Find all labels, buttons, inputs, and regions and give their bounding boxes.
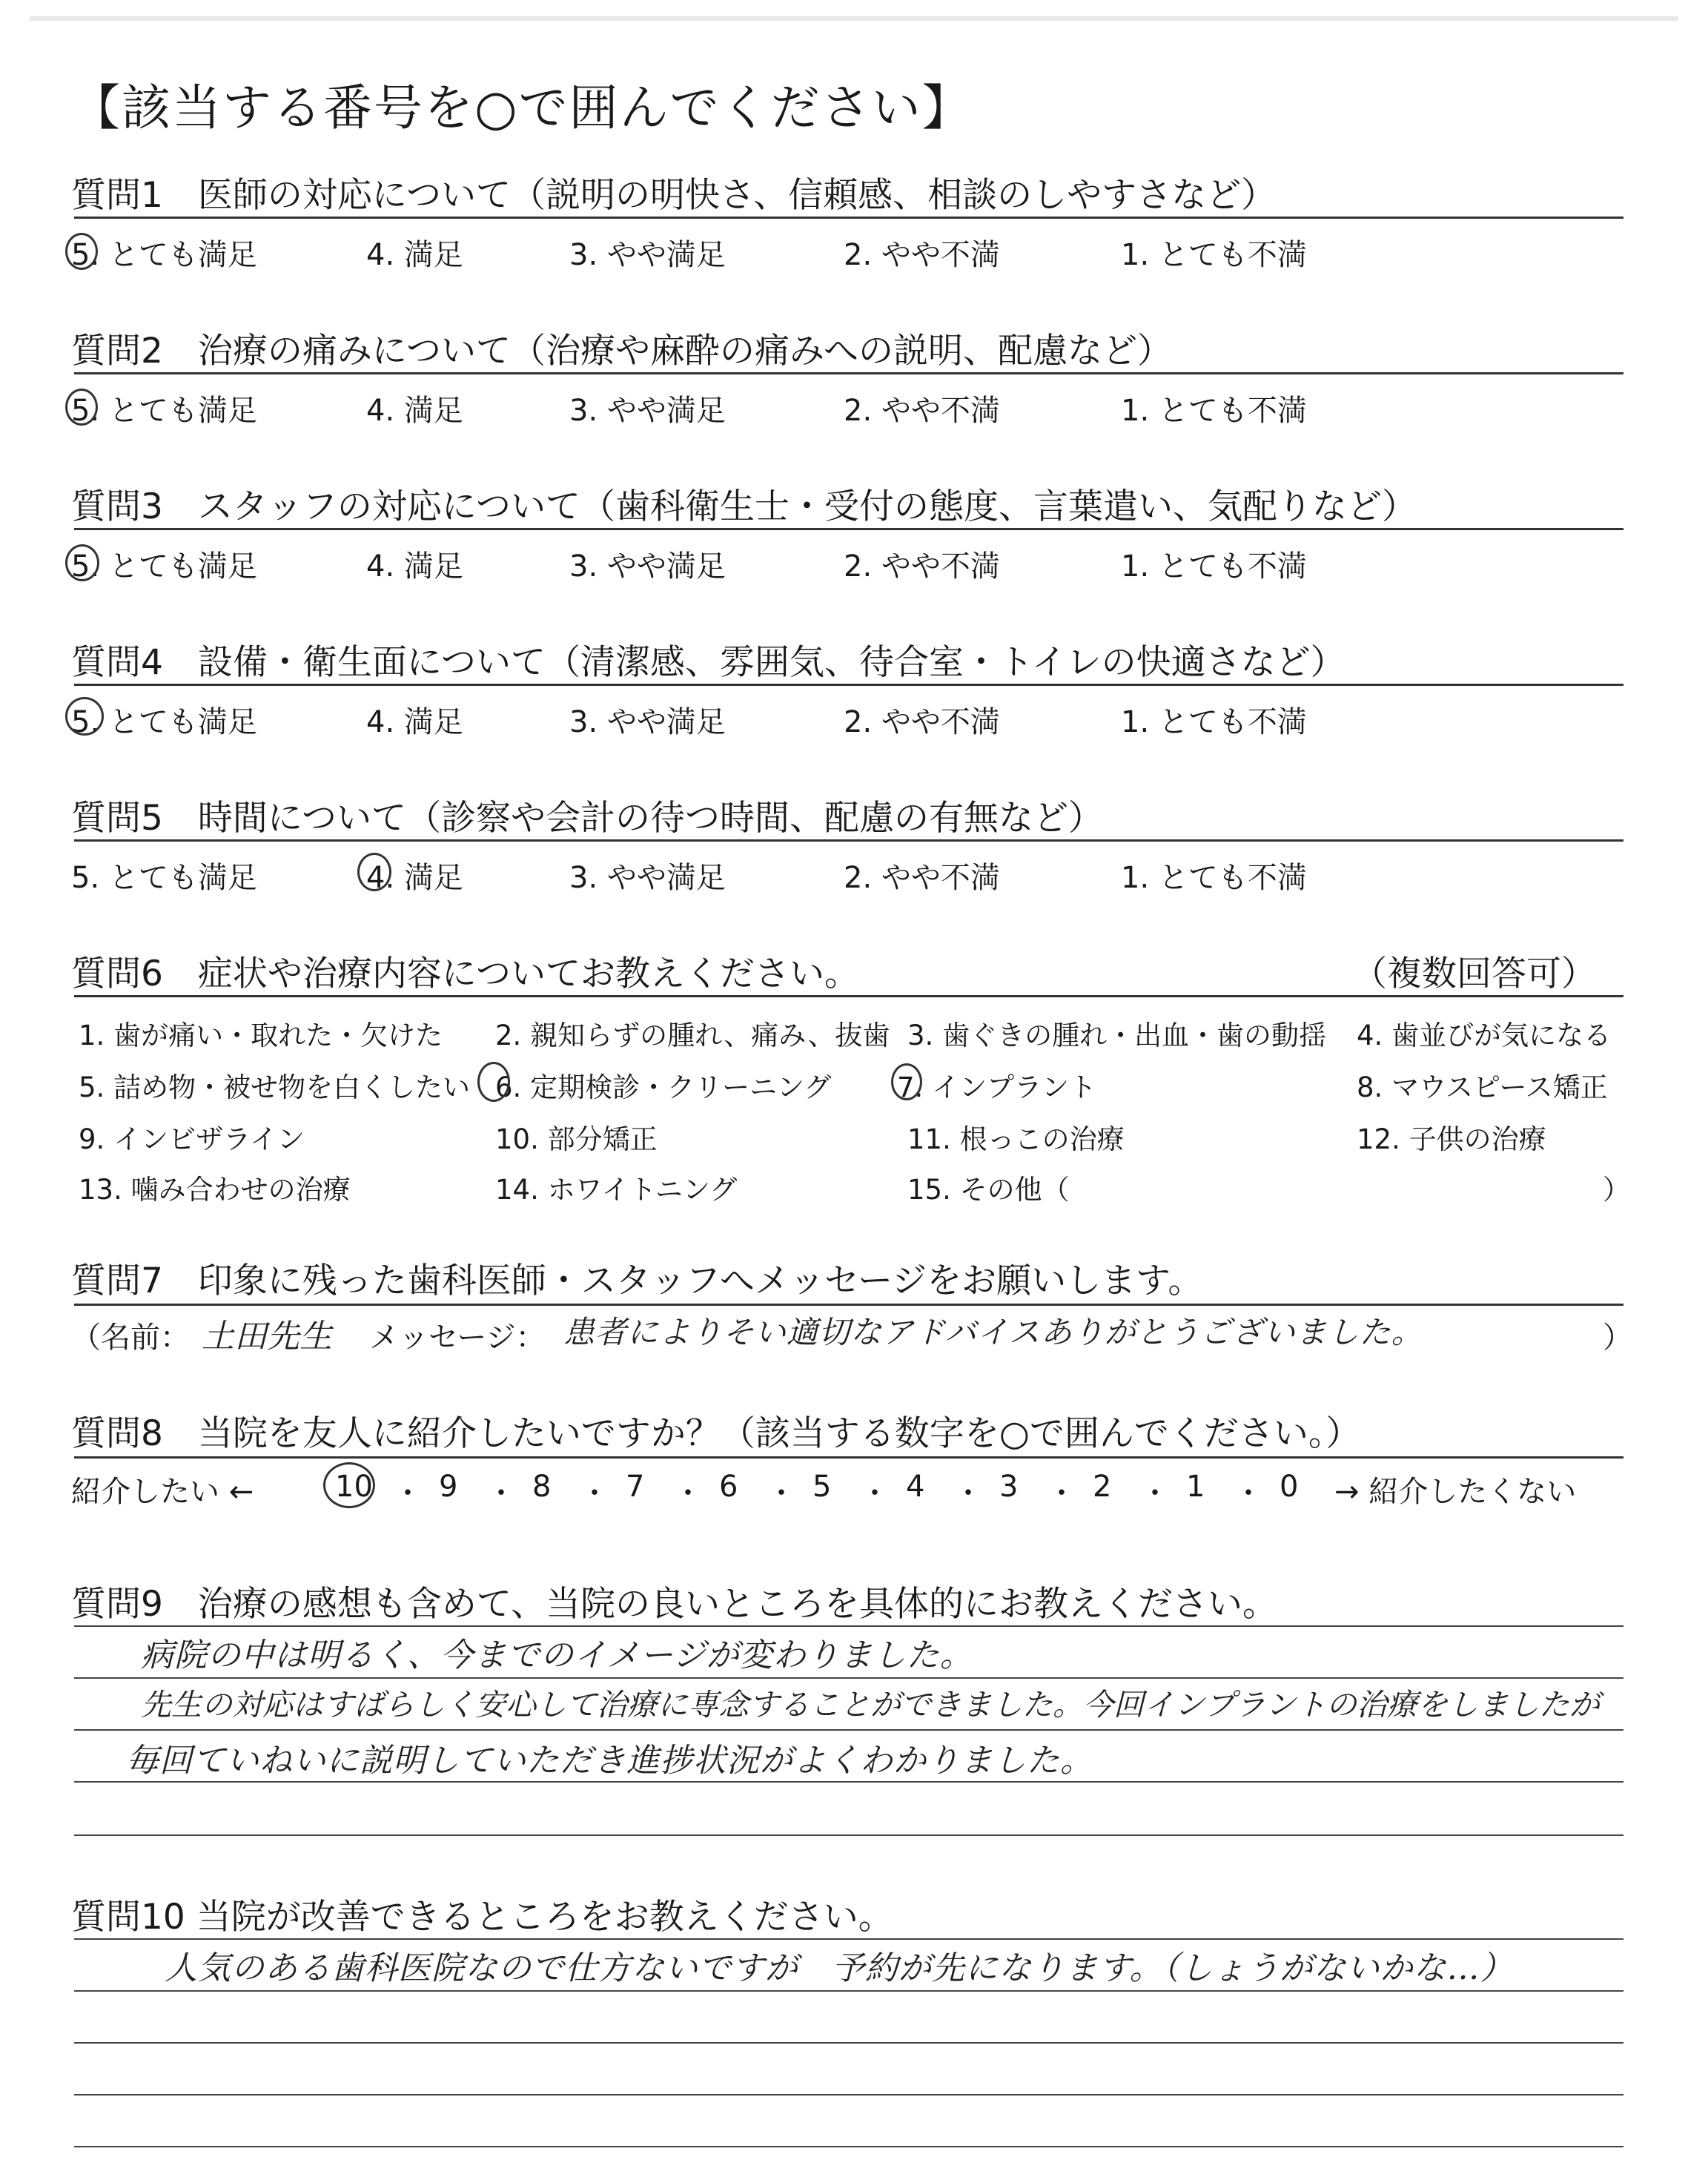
q10-title: 質問10 当院が改善できるところをお教えください。 xyxy=(71,1897,893,1938)
q8-right-label: → 紹介したくない xyxy=(1334,1475,1577,1509)
q8-scale-1[interactable]: 1 xyxy=(1186,1470,1205,1504)
q8-scale-dot: ・ xyxy=(767,1476,796,1510)
q2-option-4[interactable]: 4. 満足 xyxy=(366,394,463,428)
q6-multiple-note: （複数回答可） xyxy=(1352,954,1596,994)
q5-option-4[interactable]: 4. 満足 xyxy=(366,861,463,895)
q5-title: 質問5 時間について（診察や会計の待つ時間、配慮の有無など） xyxy=(71,798,1103,839)
q1-option-5[interactable]: 5. とても満足 xyxy=(71,238,257,272)
instruction-heading: 【該当する番号を○で囲んでください】 xyxy=(71,79,973,136)
q6-item-8[interactable]: 8. マウスピース矯正 xyxy=(1357,1071,1608,1103)
q6-other-close-paren: ） xyxy=(1603,1174,1630,1206)
q3-option-1[interactable]: 1. とても不満 xyxy=(1121,549,1307,584)
q8-title: 質問8 当院を友人に紹介したいですか？（該当する数字を○で囲んでください。） xyxy=(71,1413,1361,1454)
q6-item-5[interactable]: 5. 詰め物・被せ物を白くしたい xyxy=(79,1071,471,1103)
q8-scale-dot: ・ xyxy=(393,1476,423,1510)
q3-rule xyxy=(74,528,1623,530)
q6-item-9[interactable]: 9. インビザライン xyxy=(79,1123,305,1155)
q9-title: 質問9 治療の感想も含めて、当院の良いところを具体的にお教えください。 xyxy=(71,1584,1277,1625)
q10-answer-line[interactable]: 人気のある歯科医院なので仕方ないですが 予約が先になります。（しょうがないかな…） xyxy=(165,1949,1514,1987)
q2-selection-circle xyxy=(65,389,98,426)
q2-rule xyxy=(74,372,1623,374)
q6-title: 質問6 症状や治療内容についてお教えください。 xyxy=(71,954,859,994)
q8-scale-dot: ・ xyxy=(1140,1476,1170,1510)
q6-item-7-selection-circle xyxy=(891,1063,922,1100)
q8-scale-3[interactable]: 3 xyxy=(999,1470,1019,1504)
q8-scale-dot: ・ xyxy=(580,1476,609,1510)
q2-option-2[interactable]: 2. やや不満 xyxy=(844,394,1000,428)
q7-name-label: （名前： xyxy=(71,1321,190,1355)
q9-rule xyxy=(74,1677,1623,1679)
q4-option-4[interactable]: 4. 満足 xyxy=(366,705,463,739)
q10-rule xyxy=(74,2146,1623,2147)
q1-selection-circle xyxy=(65,233,98,270)
q8-scale-dot: ・ xyxy=(1047,1476,1076,1510)
q8-scale-dot: ・ xyxy=(486,1476,516,1510)
q6-item-6[interactable]: 6. 定期検診・クリーニング xyxy=(495,1071,832,1103)
q5-option-2[interactable]: 2. やや不満 xyxy=(844,861,1000,895)
q6-item-6-selection-circle xyxy=(477,1062,510,1102)
q6-item-2[interactable]: 2. 親知らずの腫れ、痛み、抜歯 xyxy=(495,1020,890,1051)
q9-answer-line[interactable]: 病院の中は明るく、今までのイメージが変わりました。 xyxy=(141,1636,973,1674)
q8-scale-dot: ・ xyxy=(673,1476,703,1510)
q4-option-5[interactable]: 5. とても満足 xyxy=(71,705,257,739)
q6-item-4[interactable]: 4. 歯並びが気になる xyxy=(1357,1020,1612,1051)
q5-option-5[interactable]: 5. とても満足 xyxy=(71,861,257,895)
q8-scale-2[interactable]: 2 xyxy=(1093,1470,1112,1504)
q9-answer-line[interactable]: 毎回ていねいに説明していただき進捗状況がよくわかりました。 xyxy=(126,1742,1093,1780)
q9-rule xyxy=(74,1834,1623,1836)
q4-option-3[interactable]: 3. やや満足 xyxy=(569,705,726,739)
q2-option-5[interactable]: 5. とても満足 xyxy=(71,394,257,428)
q6-item-1[interactable]: 1. 歯が痛い・取れた・欠けた xyxy=(79,1020,443,1051)
q3-option-3[interactable]: 3. やや満足 xyxy=(569,549,726,584)
q5-option-1[interactable]: 1. とても不満 xyxy=(1121,861,1307,895)
q6-item-3[interactable]: 3. 歯ぐきの腫れ・出血・歯の動揺 xyxy=(907,1020,1327,1051)
q1-rule xyxy=(74,217,1623,219)
q7-close-paren: ） xyxy=(1603,1321,1632,1355)
q7-title: 質問7 印象に残った歯科医師・スタッフへメッセージをお願いします。 xyxy=(71,1261,1203,1301)
q10-rule xyxy=(74,1938,1623,1940)
q5-selection-circle xyxy=(357,853,391,891)
q8-scale-5[interactable]: 5 xyxy=(812,1470,832,1504)
q9-rule xyxy=(74,1729,1623,1731)
q7-name-value[interactable]: 土田先生 xyxy=(202,1318,332,1355)
q10-rule xyxy=(74,2042,1623,2044)
q7-message-value[interactable]: 患者によりそい適切なアドバイスありがとうございました。 xyxy=(563,1314,1423,1350)
top-edge-rule xyxy=(30,16,1678,21)
q4-option-1[interactable]: 1. とても不満 xyxy=(1121,705,1307,739)
q8-scale-0[interactable]: 0 xyxy=(1280,1470,1299,1504)
q3-option-5[interactable]: 5. とても満足 xyxy=(71,549,257,584)
q8-selection-circle xyxy=(323,1462,375,1508)
q1-option-3[interactable]: 3. やや満足 xyxy=(569,238,726,272)
q6-item-11[interactable]: 11. 根っこの治療 xyxy=(907,1123,1125,1155)
q8-scale-dot: ・ xyxy=(860,1476,890,1510)
q6-item-13[interactable]: 13. 噛み合わせの治療 xyxy=(79,1174,351,1206)
q8-rule xyxy=(74,1456,1623,1459)
q4-rule xyxy=(74,684,1623,686)
q5-option-3[interactable]: 3. やや満足 xyxy=(569,861,726,895)
q6-item-12[interactable]: 12. 子供の治療 xyxy=(1357,1123,1546,1155)
q2-title: 質問2 治療の痛みについて（治療や麻酔の痛みへの説明、配慮など） xyxy=(71,331,1173,371)
q2-option-3[interactable]: 3. やや満足 xyxy=(569,394,726,428)
q6-item-15-other[interactable]: 15. その他（ xyxy=(907,1174,1070,1206)
q7-message-label: メッセージ： xyxy=(369,1321,546,1355)
q7-rule xyxy=(74,1304,1623,1306)
q8-scale-4[interactable]: 4 xyxy=(906,1470,925,1504)
q8-scale-7[interactable]: 7 xyxy=(626,1470,645,1504)
q1-title: 質問1 医師の対応について（説明の明快さ、信頼感、相談のしやすさなど） xyxy=(71,175,1277,216)
q2-option-1[interactable]: 1. とても不満 xyxy=(1121,394,1307,428)
q9-rule xyxy=(74,1625,1623,1627)
q8-scale-dot: ・ xyxy=(1234,1476,1263,1510)
q3-option-2[interactable]: 2. やや不満 xyxy=(844,549,1000,584)
q4-selection-circle xyxy=(65,697,104,736)
q8-left-label: 紹介したい ← xyxy=(71,1475,254,1509)
q4-title: 質問4 設備・衛生面について（清潔感、雰囲気、待合室・トイレの快適さなど） xyxy=(71,642,1345,683)
q9-answer-line[interactable]: 先生の対応はすばらしく安心して治療に専念することができました。今回インプラントの治療をしましたが xyxy=(141,1687,1600,1723)
q6-rule xyxy=(74,995,1623,997)
q8-scale-10[interactable]: 10 xyxy=(335,1470,373,1504)
q1-option-4[interactable]: 4. 満足 xyxy=(366,238,463,272)
q9-rule xyxy=(74,1781,1623,1783)
q3-option-4[interactable]: 4. 満足 xyxy=(366,549,463,584)
q1-option-1[interactable]: 1. とても不満 xyxy=(1121,238,1307,272)
q6-item-10[interactable]: 10. 部分矯正 xyxy=(495,1123,658,1155)
q1-option-2[interactable]: 2. やや不満 xyxy=(844,238,1000,272)
q4-option-2[interactable]: 2. やや不満 xyxy=(844,705,1000,739)
q6-item-14[interactable]: 14. ホワイトニング xyxy=(495,1174,738,1206)
q10-rule xyxy=(74,2094,1623,2095)
q8-scale-6[interactable]: 6 xyxy=(719,1470,738,1504)
q10-rule xyxy=(74,1990,1623,1992)
q3-title: 質問3 スタッフの対応について（歯科衛生士・受付の態度、言葉遣い、気配りなど） xyxy=(71,486,1417,527)
q6-item-7[interactable]: 7. インプラント xyxy=(897,1071,1097,1103)
q8-scale-9[interactable]: 9 xyxy=(439,1470,458,1504)
q8-scale-dot: ・ xyxy=(953,1476,983,1510)
q5-rule xyxy=(74,839,1623,842)
q3-selection-circle xyxy=(65,544,99,581)
q8-scale-8[interactable]: 8 xyxy=(532,1470,552,1504)
